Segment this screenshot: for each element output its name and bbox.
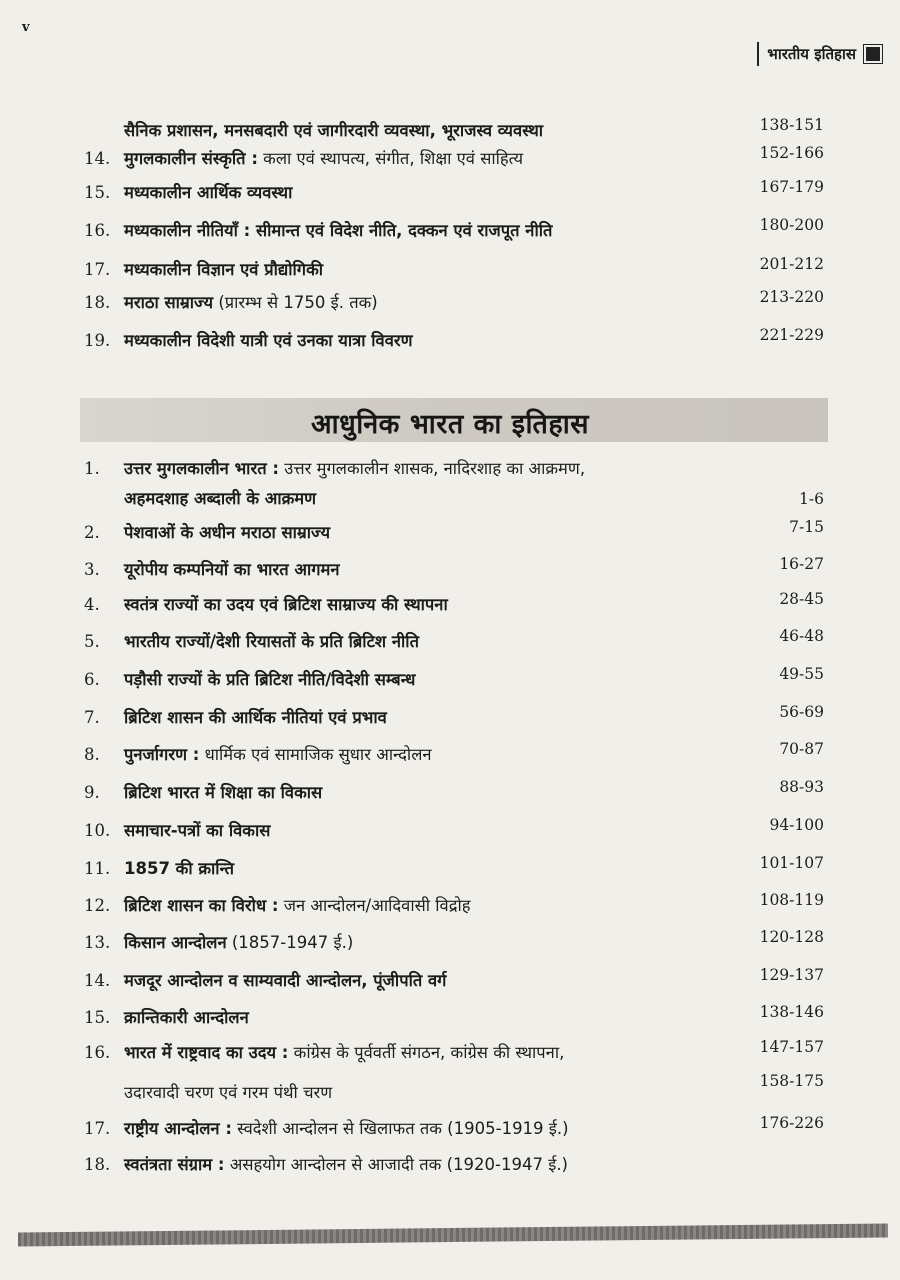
toc-row [0,705,900,731]
toc-row-title-detail: असहयोग आन्दोलन से आजादी तक (1920-1947 ई.) [224,1155,568,1174]
toc-row [0,856,900,882]
toc-row-pages: 88-93 [779,778,824,796]
toc-row-title [124,592,760,618]
toc-row-title-main: भारत में राष्ट्रवाद का उदय : [124,1043,289,1062]
toc-row-number: 3. [84,560,100,579]
toc-row-pages: 158-175 [759,1072,824,1090]
toc-row-number: 5. [84,632,100,651]
footer-band [18,1223,888,1246]
toc-row [0,218,900,244]
toc-row-title [124,705,760,731]
toc-row [0,629,900,655]
toc-row-title-detail: उदारवादी चरण एवं गरम पंथी चरण [124,1083,333,1102]
toc-row-pages: 7-15 [789,518,824,536]
toc-row-title-main: मध्यकालीन आर्थिक व्यवस्था [124,183,293,202]
toc-row [0,667,900,693]
toc-row-number: 9. [84,783,100,802]
toc-row-title-main: क्रान्तिकारी आन्दोलन [124,1008,249,1027]
toc-row [0,930,900,956]
toc-row-number: 7. [84,708,100,727]
toc-row-number: 15. [84,1008,111,1027]
toc-row-pages: 129-137 [759,966,824,984]
toc-row-title [124,893,760,919]
toc-row-pages: 201-212 [759,255,824,273]
toc-row-number: 10. [84,821,111,840]
toc-row-title-main: राष्ट्रीय आन्दोलन : [124,1119,232,1138]
toc-row-number: 1. [84,459,100,478]
toc-row-pages: 94-100 [769,816,824,834]
toc-row-title-main: स्वतंत्र राज्यों का उदय एवं ब्रिटिश साम्राज्य की स्थापना [124,595,448,614]
toc-row-title [124,486,760,512]
toc-row-pages: 46-48 [779,627,824,645]
toc-row [0,486,900,512]
toc-row-title-detail: (प्रारम्भ से 1750 ई. तक) [213,293,378,312]
toc-row-title [124,780,760,806]
toc-row-title-main: मुगलकालीन संस्कृति : [124,149,258,168]
toc-row [0,968,900,994]
toc-row-title [124,328,760,354]
toc-row-title-main: किसान आन्दोलन [124,933,227,952]
toc-row-pages: 180-200 [759,216,824,234]
toc-row [0,893,900,919]
toc-row-title-main: ब्रिटिश शासन का विरोध : [124,896,279,915]
toc-row-title [124,146,760,172]
toc-row-number: 16. [84,1043,111,1062]
toc-row-pages: 167-179 [759,178,824,196]
toc-row-title-main: भारतीय राज्यों/देशी रियासतों के प्रति ब्रिटिश नीति [124,632,419,651]
toc-row [0,520,900,546]
toc-row-pages: 213-220 [759,288,824,306]
toc-row-title [124,818,760,844]
toc-row-number: 8. [84,745,100,764]
toc-row-number: 14. [84,971,111,990]
running-head-divider [757,42,759,66]
toc-row-pages: 120-128 [759,928,824,946]
toc-row-title-main: पेशवाओं के अधीन मराठा साम्राज्य [124,523,331,542]
toc-row [0,1116,900,1142]
toc-row-title-main: पुनर्जागरण : [124,745,200,764]
toc-row-pages: 1-6 [799,490,824,508]
toc-row-title-detail: कांग्रेस के पूर्ववर्ती संगठन, कांग्रेस की स्थापना, [288,1043,565,1062]
toc-row-title-main: मध्यकालीन विदेशी यात्री एवं उनका यात्रा विवरण [124,331,413,350]
toc-row-title-main: मध्यकालीन विज्ञान एवं प्रौद्योगिकी [124,260,324,279]
toc-row [0,1040,900,1066]
toc-row-title [124,742,760,768]
toc-row-title [124,180,760,206]
toc-row-title [124,968,760,994]
toc-row-title [124,456,760,482]
toc-row-title-main: ब्रिटिश शासन की आर्थिक नीतियां एवं प्रभाव [124,708,387,727]
toc-row-number: 13. [84,933,111,952]
toc-row-title [124,218,760,244]
toc-row-title [124,257,760,283]
toc-row-pages: 16-27 [779,555,824,573]
section-title: आधुनिक भारत का इतिहास [311,409,589,440]
toc-row-title-detail: स्वदेशी आन्दोलन से खिलाफत तक (1905-1919 ई.) [231,1119,569,1138]
toc-row-title [124,1005,760,1031]
toc-row-pages: 147-157 [759,1038,824,1056]
toc-row-title-detail: कला एवं स्थापत्य, संगीत, शिक्षा एवं साहित्य [257,149,524,168]
running-head [757,42,882,66]
toc-row [0,1072,900,1106]
toc-row-pages: 138-151 [759,116,824,134]
toc-row-title-main: मध्यकालीन नीतियाँ : सीमान्त एवं विदेश नीति, दक्कन एवं राजपूत नीति [124,221,553,240]
toc-row-pages: 49-55 [779,665,824,683]
toc-row-title-main: समाचार-पत्रों का विकास [124,821,271,840]
toc-row [0,742,900,768]
toc-row-pages: 176-226 [759,1114,824,1132]
toc-row [0,780,900,806]
toc-row-pages: 152-166 [759,144,824,162]
toc-row-title-main: मराठा साम्राज्य [124,293,214,312]
toc-row-title-main: ब्रिटिश भारत में शिक्षा का विकास [124,783,323,802]
toc-row-number: 15. [84,183,111,202]
toc-row-pages: 138-146 [759,1003,824,1021]
toc-row-number: 19. [84,331,111,350]
toc-row [0,328,900,354]
toc-row-number: 12. [84,896,111,915]
square-bullet-icon [864,45,882,63]
toc-row-title-main: मजदूर आन्दोलन व साम्यवादी आन्दोलन, पूंजीपति वर्ग [124,971,447,990]
toc-row-title-main: उत्तर मुगलकालीन भारत : [124,459,279,478]
toc-row-title [124,1152,760,1178]
toc-row-title-detail: जन आन्दोलन/आदिवासी विद्रोह [278,896,471,915]
toc-row-title [124,629,760,655]
toc-row-pages: 108-119 [759,891,824,909]
toc-row-title-detail: धार्मिक एवं सामाजिक सुधार आन्दोलन [199,745,432,764]
toc-row-title-main: स्वतंत्रता संग्राम : [124,1155,225,1174]
toc-row-title [124,1040,760,1066]
toc-row-number: 18. [84,1155,111,1174]
toc-row-title [124,856,760,882]
toc-row-pages: 70-87 [779,740,824,758]
toc-row-title-main: यूरोपीय कम्पनियों का भारत आगमन [124,560,340,579]
toc-row-title [124,557,760,583]
toc-row-title [124,930,760,956]
toc-row-title [124,1116,760,1142]
toc-row [0,1152,900,1178]
toc-row [0,456,900,482]
toc-row-title-main: अहमदशाह अब्दाली के आक्रमण [124,489,317,508]
toc-row-title-main: सैनिक प्रशासन, मनसबदारी एवं जागीरदारी व्यवस्था, भूराजस्व व्यवस्था [124,121,544,140]
toc-row-title [124,520,760,546]
toc-row-title [124,1080,760,1106]
toc-row-pages: 221-229 [759,326,824,344]
toc-row [0,592,900,618]
toc-row-number: 6. [84,670,100,689]
toc-row-title-main: पड़ौसी राज्यों के प्रति ब्रिटिश नीति/विदेशी सम्बन्ध [124,670,416,689]
toc-row-number: 2. [84,523,100,542]
toc-row-pages: 101-107 [759,854,824,872]
page-number: v [22,20,30,35]
toc-row [0,818,900,844]
toc-row-number: 14. [84,149,111,168]
toc-row-title [124,290,760,316]
toc-row-pages: 28-45 [779,590,824,608]
toc-row-number: 18. [84,293,111,312]
toc-row-number: 4. [84,595,100,614]
toc-row-title-detail: (1857-1947 ई.) [226,933,354,952]
toc-row-title [124,118,760,144]
toc-row-title-detail: उत्तर मुगलकालीन शासक, नादिरशाह का आक्रमण, [278,459,586,478]
toc-row [0,290,900,316]
toc-row [0,557,900,583]
toc-row-number: 17. [84,1119,111,1138]
toc-row-number: 16. [84,221,111,240]
toc-row-number: 11. [84,859,111,878]
toc-row [0,1005,900,1031]
toc-row-number: 17. [84,260,111,279]
toc-row-pages: 56-69 [779,703,824,721]
toc-row [0,257,900,283]
toc-row-title [124,667,760,693]
toc-row [0,180,900,206]
toc-row [0,146,900,172]
running-head-title: भारतीय इतिहास [767,45,856,63]
toc-row-title-main: 1857 की क्रान्ति [124,859,235,878]
